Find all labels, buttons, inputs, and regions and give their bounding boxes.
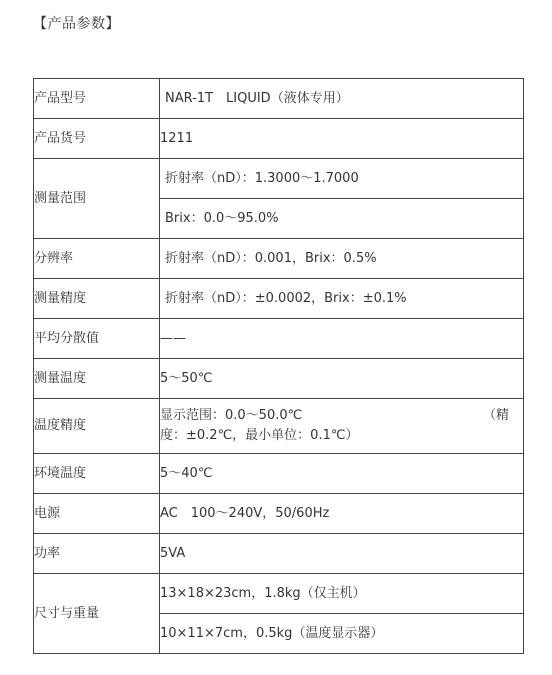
spec-value-item-no: 1211 — [160, 119, 524, 159]
spec-label-power-supply: 电源 — [34, 494, 160, 534]
table-row — [34, 399, 524, 454]
spec-value-range-brix: Brix：0.0～95.0% — [160, 199, 524, 239]
spec-label-accuracy: 测量精度 — [34, 279, 160, 319]
spec-value-ambient: 5～40℃ — [160, 454, 524, 494]
temp-precision-line-2: 度：±0.2℃，最小单位：0.1℃） — [160, 428, 359, 443]
spec-value-accuracy: 折射率（nD）：±0.0002，Brix：±0.1% — [160, 279, 524, 319]
table-row — [34, 279, 524, 319]
table-row — [34, 79, 524, 119]
table-row — [34, 534, 524, 574]
table-row — [34, 159, 524, 199]
temp-precision-line-1 — [160, 406, 509, 426]
spec-label-ambient: 环境温度 — [34, 454, 160, 494]
table-row — [34, 119, 524, 159]
spec-label-item-no: 产品货号 — [34, 119, 160, 159]
spec-value-resolution: 折射率（nD）：0.001，Brix：0.5% — [160, 239, 524, 279]
spec-value-model: NAR-1T LIQUID（液体专用） — [160, 79, 524, 119]
spec-label-dispersion: 平均分散值 — [34, 319, 160, 359]
temp-precision-open: （精 — [482, 408, 509, 423]
spec-value-temp-precision — [160, 399, 524, 454]
spec-label-temperature: 测量温度 — [34, 359, 160, 399]
spec-value-size-main: 13×18×23cm，1.8kg（仅主机） — [160, 574, 524, 614]
spec-label-resolution: 分辨率 — [34, 239, 160, 279]
spec-label-range: 测量范围 — [34, 159, 160, 239]
spec-value-size-display: 10×11×7cm，0.5kg（温度显示器） — [160, 614, 524, 654]
table-row — [34, 494, 524, 534]
temp-precision-text — [160, 406, 523, 446]
spec-value-range-ri: 折射率（nD）：1.3000～1.7000 — [160, 159, 524, 199]
spec-value-dispersion: —— — [160, 319, 524, 359]
table-row — [34, 319, 524, 359]
spec-label-size-weight: 尺寸与重量 — [34, 574, 160, 654]
table-row — [34, 454, 524, 494]
table-row — [34, 574, 524, 614]
spec-label-model: 产品型号 — [34, 79, 160, 119]
table-row — [34, 239, 524, 279]
table-row — [34, 359, 524, 399]
spec-value-wattage: 5VA — [160, 534, 524, 574]
spec-label-temp-precision: 温度精度 — [34, 399, 160, 454]
spec-table — [33, 78, 524, 654]
spec-value-temperature: 5～50℃ — [160, 359, 524, 399]
section-heading: 【产品参数】 — [33, 16, 120, 32]
temp-precision-range: 显示范围：0.0～50.0℃ — [160, 408, 303, 423]
spec-label-wattage: 功率 — [34, 534, 160, 574]
spec-value-power-supply: AC 100～240V，50/60Hz — [160, 494, 524, 534]
